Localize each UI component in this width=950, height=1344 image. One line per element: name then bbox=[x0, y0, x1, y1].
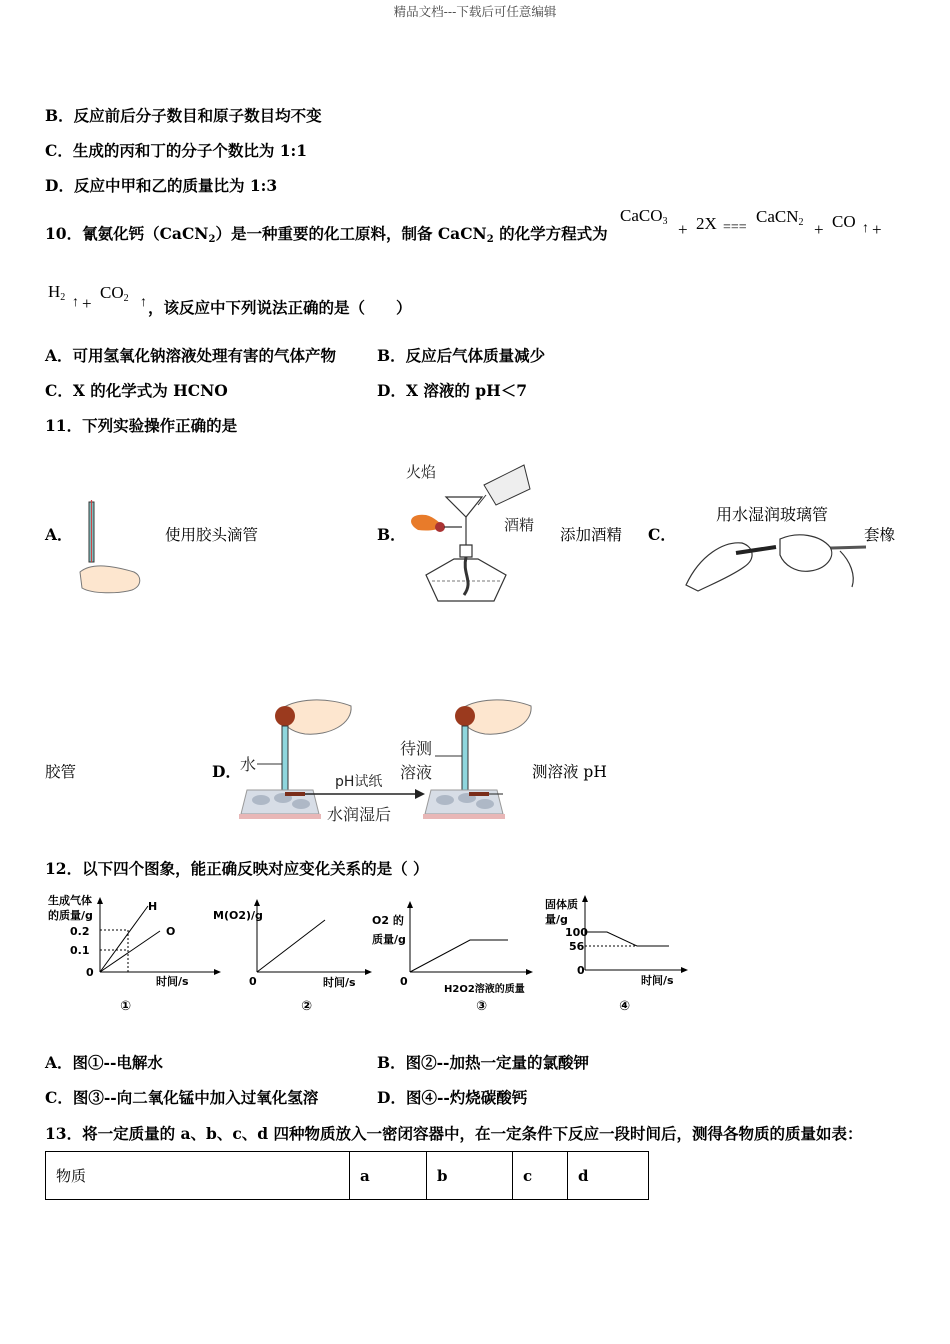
equation-2x: 2X bbox=[696, 214, 717, 233]
q10-stem: 10．氰氨化钙（CaCN$_2$）是一种重要的化工原料，制备 CaCN$_2$ 的化学方程式为 bbox=[45, 224, 608, 245]
gas-arrow: ↑ bbox=[72, 295, 79, 310]
svg-text:时间/s: 时间/s bbox=[641, 974, 674, 987]
q11-option-d-letter: D． bbox=[212, 762, 241, 781]
equation-plus: + bbox=[814, 220, 824, 239]
q11-option-a-letter: A． bbox=[45, 525, 73, 544]
equation-co: CO bbox=[832, 212, 856, 231]
dropper-hand-image bbox=[72, 500, 152, 596]
q12-option-a: A．图①--电解水 bbox=[45, 1053, 163, 1072]
svg-text:的质量/g: 的质量/g bbox=[48, 909, 93, 922]
q11-option-a-text: 使用胶头滴管 bbox=[165, 526, 259, 544]
svg-text:0: 0 bbox=[400, 975, 408, 988]
equation-plus: + bbox=[82, 294, 92, 313]
svg-text:②: ② bbox=[301, 999, 313, 1014]
svg-text:时间/s: 时间/s bbox=[323, 976, 356, 989]
equation-plus: + bbox=[872, 220, 882, 239]
q11-option-d-text: 测溶液 pH bbox=[532, 763, 607, 781]
equation-caco3: CaCO$_3$ bbox=[620, 206, 668, 227]
ph-test-image bbox=[235, 692, 535, 830]
graph-4 bbox=[545, 890, 715, 1015]
q11-option-c-letter: C． bbox=[648, 525, 676, 544]
flame-label: 火焰 bbox=[406, 463, 437, 481]
q12-option-c: C．图③--向二氧化锰中加入过氧化氢溶 bbox=[45, 1088, 319, 1107]
svg-text:生成气体: 生成气体 bbox=[48, 894, 92, 907]
svg-text:量/g: 量/g bbox=[545, 913, 568, 926]
svg-text:100: 100 bbox=[565, 926, 588, 939]
svg-text:0.2: 0.2 bbox=[70, 925, 90, 938]
svg-text:O2 的: O2 的 bbox=[372, 914, 404, 927]
alcohol-label: 酒精 bbox=[504, 516, 535, 534]
svg-text:时间/s: 时间/s bbox=[156, 975, 189, 988]
equation-cacn2: CaCN$_2$ bbox=[756, 207, 804, 228]
q12-option-d: D．图④--灼烧碳酸钙 bbox=[377, 1088, 528, 1107]
q11-option-c-text: 套橡 bbox=[864, 526, 896, 544]
svg-text:H: H bbox=[148, 900, 158, 913]
q10-option-c: C．X 的化学式为 HCNO bbox=[45, 381, 228, 400]
q11-stem: 11．下列实验操作正确的是 bbox=[45, 416, 238, 435]
table-header-row bbox=[46, 1152, 649, 1200]
q10-option-b: B．反应后气体质量减少 bbox=[377, 346, 546, 365]
svg-text:M(O2)/g: M(O2)/g bbox=[213, 909, 263, 922]
table-header-cell: 物质 bbox=[46, 1152, 350, 1200]
hands-tube-image bbox=[680, 525, 870, 595]
wet-label: 水润湿后 bbox=[327, 805, 392, 824]
q10-option-a: A．可用氢氧化钠溶液处理有害的气体产物 bbox=[45, 346, 337, 365]
q11-option-b-text: 添加酒精 bbox=[560, 526, 623, 544]
svg-text:固体质: 固体质 bbox=[545, 898, 578, 911]
svg-text:0.1: 0.1 bbox=[70, 944, 90, 957]
svg-text:56: 56 bbox=[569, 940, 585, 953]
q12-stem: 12．以下四个图象，能正确反映对应变化关系的是（ ） bbox=[45, 859, 429, 878]
graph-3 bbox=[368, 890, 543, 1015]
glass-tube-label: 用水湿润玻璃管 bbox=[716, 505, 829, 524]
svg-text:O: O bbox=[166, 925, 176, 938]
svg-text:0: 0 bbox=[577, 964, 585, 977]
q9-option-b: B．反应前后分子数目和原子数目均不变 bbox=[45, 106, 322, 125]
gas-arrow: ↑ bbox=[140, 295, 147, 310]
svg-text:①: ① bbox=[120, 999, 132, 1014]
svg-text:H2O2溶液的质量: H2O2溶液的质量 bbox=[444, 984, 525, 995]
sample-label: 待测 bbox=[400, 739, 433, 758]
svg-text:③: ③ bbox=[476, 999, 488, 1014]
ph-paper-label: pH试纸 bbox=[335, 774, 383, 790]
q10-option-d: D．X 溶液的 pH＜7 bbox=[377, 381, 528, 400]
equation-sign: === bbox=[723, 220, 747, 235]
sample-label-line2: 溶液 bbox=[400, 763, 433, 782]
graph-2 bbox=[205, 890, 375, 1015]
equation-co2: $CO_2$ bbox=[100, 283, 129, 304]
table-header-cell: a bbox=[350, 1152, 427, 1200]
q9-option-c: C．生成的丙和丁的分子个数比为 1:1 bbox=[45, 141, 308, 160]
table-header-cell: c bbox=[513, 1152, 568, 1200]
svg-text:质量/g: 质量/g bbox=[372, 933, 406, 946]
equation-plus: + bbox=[678, 220, 688, 239]
gas-arrow: ↑ bbox=[862, 221, 869, 236]
table-header-cell: d bbox=[568, 1152, 649, 1200]
q10-stem-tail: ，该反应中下列说法正确的是（ ） bbox=[148, 298, 412, 317]
q11-option-c-text-continued: 胶管 bbox=[45, 763, 77, 781]
alcohol-lamp-image bbox=[400, 455, 550, 605]
page-header: 精品文档---下载后可任意编辑 bbox=[393, 4, 557, 19]
q11-option-b-letter: B． bbox=[377, 525, 406, 544]
svg-text:0: 0 bbox=[249, 975, 257, 988]
table-header-cell: b bbox=[427, 1152, 513, 1200]
q12-option-b: B．图②--加热一定量的氯酸钾 bbox=[377, 1053, 589, 1072]
substance-mass-table bbox=[45, 1151, 649, 1200]
q13-stem: 13．将一定质量的 a、b、c、d 四种物质放入一密闭容器中，在一定条件下反应一段时间后，测得各物质的质量如表： bbox=[45, 1124, 863, 1143]
water-label: 水 bbox=[240, 755, 257, 774]
svg-text:④: ④ bbox=[619, 999, 631, 1014]
q9-option-d: D．反应中甲和乙的质量比为 1:3 bbox=[45, 176, 278, 195]
svg-text:0: 0 bbox=[86, 966, 94, 979]
equation-h2: $H_2$ bbox=[48, 282, 66, 303]
